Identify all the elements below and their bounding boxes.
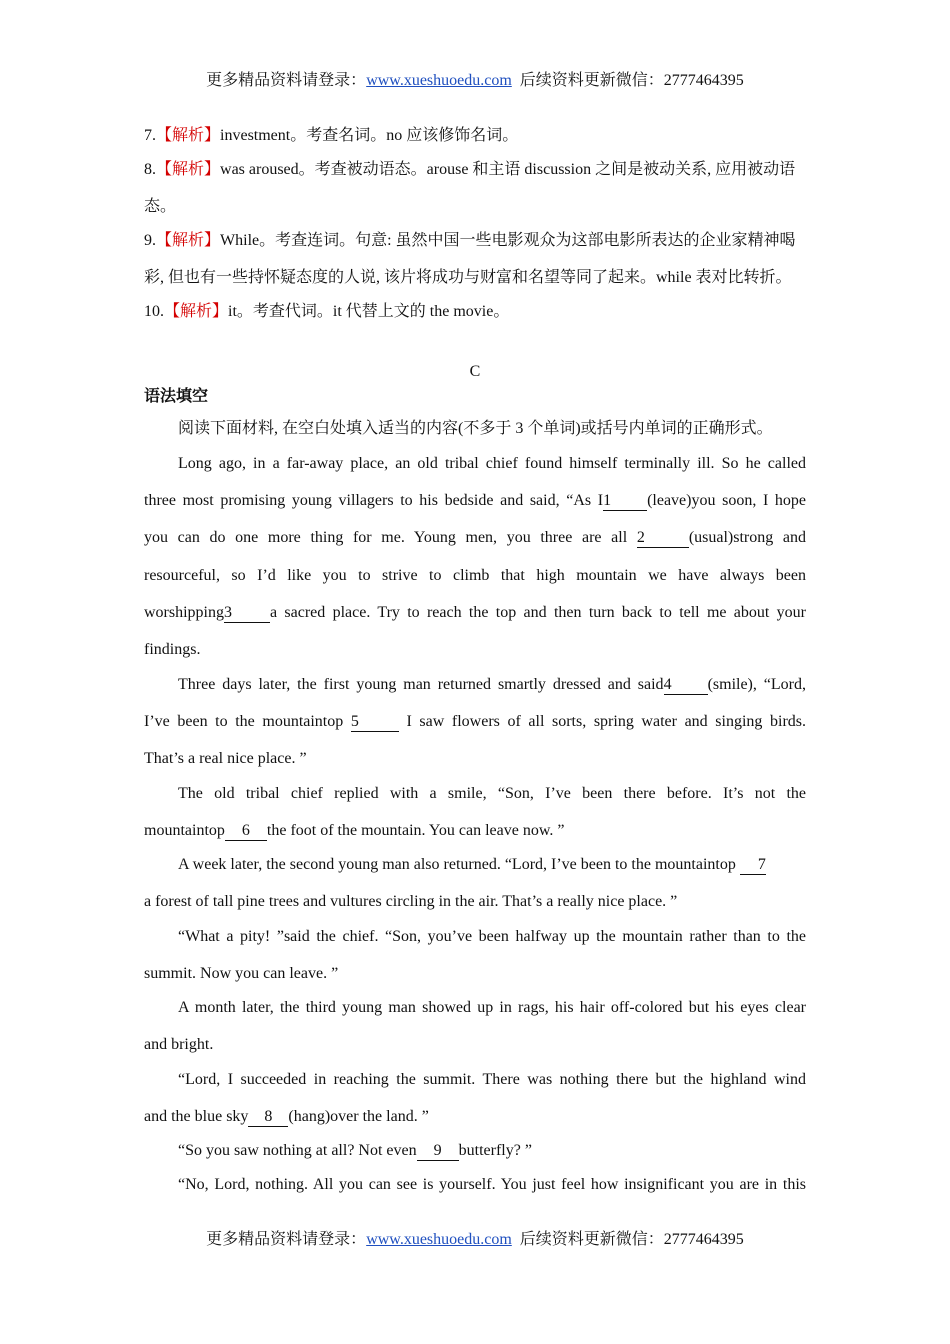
- passage-line: three most promising young villagers to his bedside and said, “As I1 (leave)you soon, I hope: [144, 492, 807, 509]
- section-letter: C: [469, 363, 481, 380]
- blank-1[interactable]: 1: [603, 492, 647, 511]
- passage-line: Three days later, the first young man returned smartly dressed and said4 (smile), “Lord,: [178, 676, 807, 693]
- page-footer: [0, 1226, 950, 1249]
- blank-8[interactable]: 8: [248, 1108, 288, 1127]
- footer-link[interactable]: www.xueshuoedu.com: [366, 1231, 512, 1248]
- section-title: 语法填空: [144, 388, 209, 405]
- blank-9[interactable]: 9: [417, 1142, 459, 1161]
- passage-line: you can do one more thing for me. Young men, you three are all 2 (usual)strong and: [144, 529, 807, 546]
- analysis-tag: 【解析】: [164, 303, 229, 320]
- header-suffix: 后续资料更新微信：2777464395: [519, 72, 744, 89]
- analysis-tag: 【解析】: [156, 232, 221, 249]
- passage-line: resourceful, so I’d like you to strive to climb that high mountain we have always been: [144, 567, 806, 584]
- answer-8-cont: 态。: [144, 198, 177, 215]
- analysis-tag: 【解析】: [156, 161, 221, 178]
- passage-line: worshipping3 a sacred place. Try to reach the top and then turn back to tell me about your: [144, 604, 806, 621]
- passage-line: a forest of tall pine trees and vultures circling in the air. That’s a really nice place. ”: [144, 893, 678, 910]
- passage-line: and the blue sky 8 (hang)over the land. ”: [144, 1108, 429, 1125]
- footer-prefix: 更多精品资料请登录：: [206, 1231, 367, 1248]
- passage-line: and bright.: [144, 1036, 214, 1053]
- analysis-tag: 【解析】: [156, 127, 221, 144]
- passage-line: The old tribal chief replied with a smile, “Son, I’ve been there before. It’s not the: [178, 785, 806, 802]
- passage-line: Long ago, in a far-away place, an old tribal chief found himself terminally ill. So he called: [178, 455, 806, 472]
- footer-suffix: 后续资料更新微信：2777464395: [519, 1231, 744, 1248]
- answer-7: 7.【解析】investment。考查名词。no 应该修饰名词。: [144, 127, 519, 144]
- passage-line: A week later, the second young man also returned. “Lord, I’ve been to the mountaintop 7: [178, 856, 766, 873]
- passage-line: A month later, the third young man showed up in rags, his hair off-colored but his eyes clear: [178, 999, 806, 1016]
- passage-line: That’s a real nice place. ”: [144, 750, 307, 767]
- passage-line: I’ve been to the mountaintop 5 I saw flowers of all sorts, spring water and singing birds.: [144, 713, 806, 730]
- passage-line: summit. Now you can leave. ”: [144, 965, 339, 982]
- answer-9-cont: 彩, 但也有一些持怀疑态度的人说, 该片将成功与财富和名望等同了起来。while 表对比转折。: [144, 269, 792, 286]
- blank-3[interactable]: 3: [224, 604, 270, 623]
- passage-line: mountaintop 6 the foot of the mountain. You can leave now. ”: [144, 822, 565, 839]
- section-instruction: 阅读下面材料, 在空白处填入适当的内容(不多于 3 个单词)或括号内单词的正确形式。: [178, 420, 773, 437]
- blank-7[interactable]: 7: [740, 856, 766, 875]
- blank-2[interactable]: 2: [637, 529, 689, 548]
- answer-10: 10.【解析】it。考查代词。it 代替上文的 the movie。: [144, 303, 510, 320]
- blank-4[interactable]: 4: [664, 676, 708, 695]
- blank-6[interactable]: 6: [225, 822, 267, 841]
- blank-5[interactable]: 5: [351, 713, 399, 732]
- passage-line: findings.: [144, 641, 201, 658]
- passage-line: “So you saw nothing at all? Not even 9 butterfly? ”: [178, 1142, 532, 1159]
- header-prefix: 更多精品资料请登录：: [206, 72, 367, 89]
- page-header: [0, 67, 950, 90]
- passage-line: “What a pity! ”said the chief. “Son, you’ve been halfway up the mountain rather than to the: [178, 928, 806, 945]
- passage-line: “Lord, I succeeded in reaching the summit. There was nothing there but the highland wind: [178, 1071, 806, 1088]
- answer-8: 8.【解析】was aroused。考查被动语态。arouse 和主语 discussion 之间是被动关系, 应用被动语: [144, 161, 796, 178]
- passage-line: “No, Lord, nothing. All you can see is yourself. You just feel how insignificant you are in this: [178, 1176, 806, 1193]
- answer-9: 9.【解析】While。考查连词。句意: 虽然中国一些电影观众为这部电影所表达的企业家精神喝: [144, 232, 796, 249]
- header-link[interactable]: www.xueshuoedu.com: [366, 72, 512, 89]
